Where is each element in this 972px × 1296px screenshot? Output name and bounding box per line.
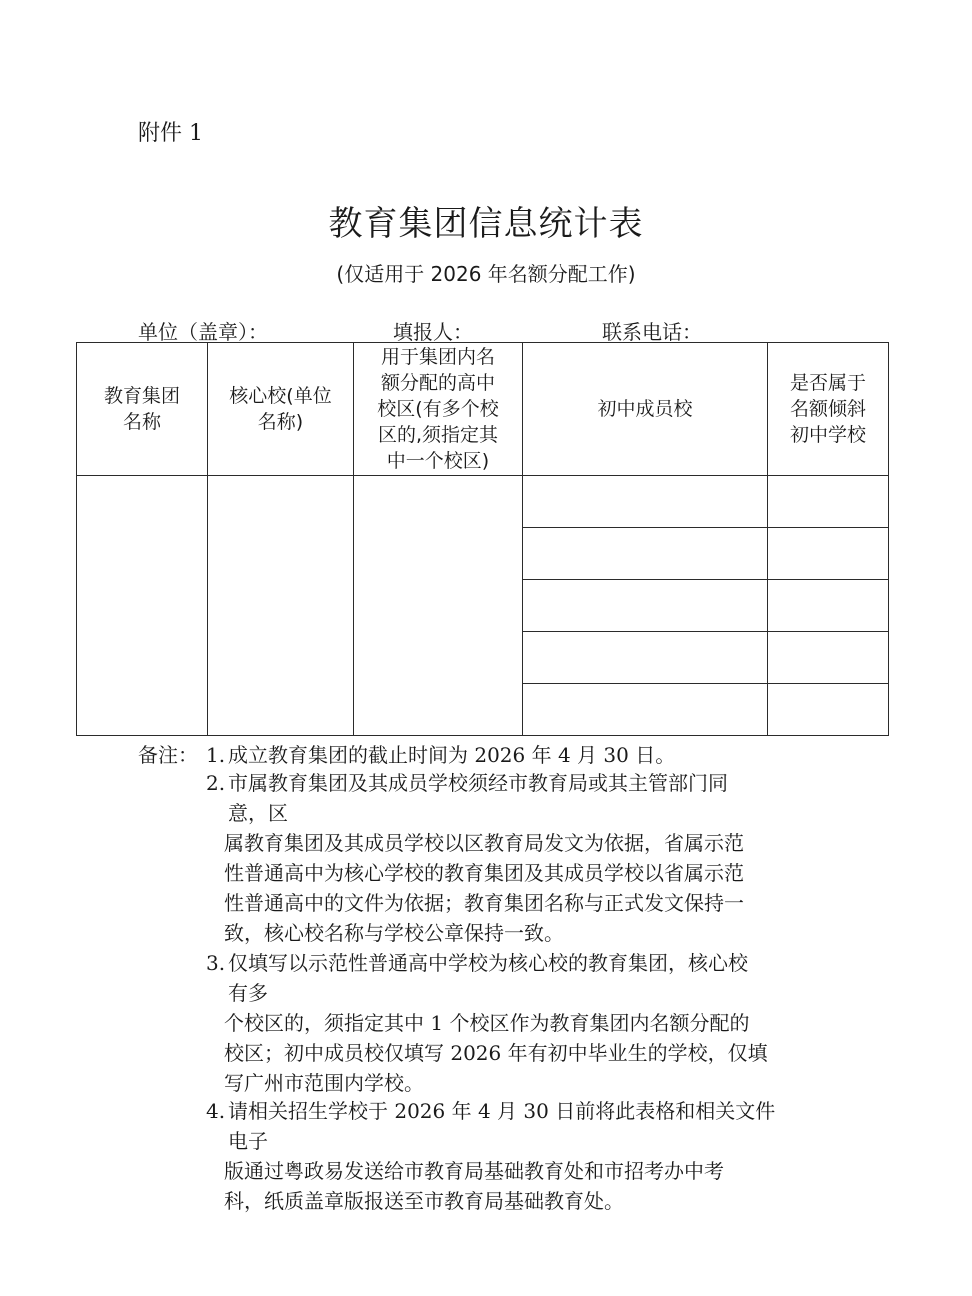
cell-core-school[interactable]	[208, 476, 354, 736]
cell-quota-tilt[interactable]	[768, 632, 889, 684]
document-subtitle: (仅适用于 2026 年名额分配工作)	[336, 262, 636, 286]
cell-junior-member-school[interactable]	[523, 476, 768, 528]
note-line: 写广州市范围内学校。	[224, 1071, 424, 1095]
note-item-3	[206, 948, 826, 1098]
header-quota-tilt	[768, 343, 889, 476]
phone-label: 联系电话：	[602, 320, 702, 344]
note-number: 3.	[206, 951, 226, 975]
note-line: 电子	[228, 1129, 268, 1153]
header-core-school	[208, 343, 354, 476]
cell-quota-tilt[interactable]	[768, 684, 889, 736]
unit-seal-label: 单位（盖章）：	[138, 320, 268, 344]
cell-junior-member-school[interactable]	[523, 684, 768, 736]
document-title: 教育集团信息统计表	[328, 204, 644, 244]
header-high-school-campus	[354, 343, 523, 476]
note-item-1	[206, 740, 826, 770]
note-line: 仅填写以示范性普通高中学校为核心校的教育集团，核心校	[228, 951, 748, 975]
note-number: 1.	[206, 743, 226, 767]
header-quota-tilt-text: 是否属于 名额倾斜 初中学校	[789, 372, 866, 446]
note-line: 校区；初中成员校仅填写 2026 年有初中毕业生的学校，仅填	[224, 1041, 768, 1065]
header-junior-member-school	[523, 343, 768, 476]
attachment-label: 附件 1	[138, 121, 203, 146]
cell-junior-member-school[interactable]	[523, 528, 768, 580]
cell-high-school-campus[interactable]	[354, 476, 523, 736]
header-group-name	[77, 343, 208, 476]
filler-label: 填报人：	[393, 320, 473, 344]
table-header-row	[77, 343, 889, 476]
cell-quota-tilt[interactable]	[768, 476, 889, 528]
header-junior-member-school-text: 初中成员校	[597, 398, 693, 420]
note-number: 4.	[206, 1099, 226, 1123]
note-line: 致，核心校名称与学校公章保持一致。	[224, 921, 564, 945]
note-line: 意，区	[228, 801, 288, 825]
note-line: 性普通高中为核心学校的教育集团及其成员学校以省属示范	[224, 861, 744, 885]
note-line: 成立教育集团的截止时间为 2026 年 4 月 30 日。	[228, 743, 676, 767]
cell-junior-member-school[interactable]	[523, 632, 768, 684]
header-group-name-text: 教育集团 名称	[103, 385, 180, 433]
note-line: 属教育集团及其成员学校以区教育局发文为依据，省属示范	[224, 831, 744, 855]
note-line: 有多	[228, 981, 268, 1005]
cell-quota-tilt[interactable]	[768, 528, 889, 580]
note-line: 请相关招生学校于 2026 年 4 月 30 日前将此表格和相关文件	[228, 1099, 776, 1123]
note-item-4	[206, 1096, 826, 1216]
note-line: 版通过粤政易发送给市教育局基础教育处和市招考办中考	[224, 1159, 724, 1183]
notes-label: 备注：	[138, 743, 198, 767]
statistics-table	[76, 342, 889, 736]
note-number: 2.	[206, 771, 226, 795]
cell-group-name[interactable]	[77, 476, 208, 736]
cell-quota-tilt[interactable]	[768, 580, 889, 632]
note-item-2	[206, 768, 826, 948]
cell-junior-member-school[interactable]	[523, 580, 768, 632]
header-core-school-text: 核心校(单位 名称)	[229, 385, 332, 433]
note-line: 科，纸质盖章版报送至市教育局基础教育处。	[224, 1189, 624, 1213]
note-line: 性普通高中的文件为依据；教育集团名称与正式发文保持一	[224, 891, 744, 915]
note-line: 个校区的，须指定其中 1 个校区作为教育集团内名额分配的	[224, 1011, 750, 1035]
note-line: 市属教育集团及其成员学校须经市教育局或其主管部门同	[228, 771, 728, 795]
header-high-school-campus-text: 用于集团内名 额分配的高中 校区(有多个校 区的,须指定其 中一个校区)	[377, 346, 499, 472]
table-row	[77, 476, 889, 528]
